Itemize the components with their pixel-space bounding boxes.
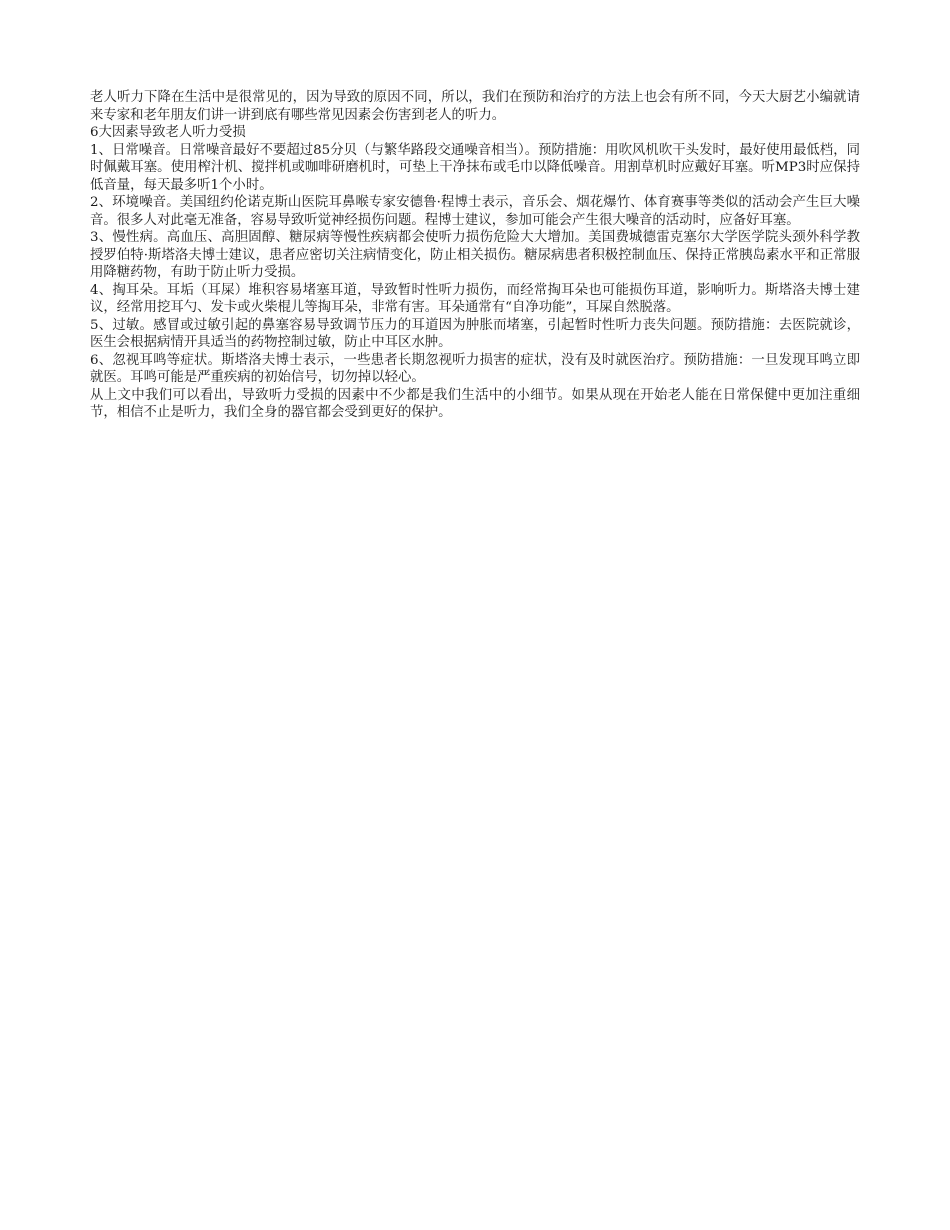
factor-item-5: 5、过敏。感冒或过敏引起的鼻塞容易导致调节压力的耳道因为肿胀而堵塞，引起暂时性听力丧失问题。预防措施：去医院就诊，医生会根据病情开具适当的药物控制过敏，防止中耳区水肿。 xyxy=(90,317,860,350)
conclusion-paragraph: 从上文中我们可以看出，导致听力受损的因素中不少都是我们生活中的小细节。如果从现在开始老人能在日常保健中更加注重细节，相信不止是听力，我们全身的器官都会受到更好的保护。 xyxy=(90,387,860,420)
section-heading: 6大因素导致老人听力受损 xyxy=(90,125,246,140)
document-body xyxy=(90,89,860,422)
factor-item-2: 2、环境噪音。美国纽约伦诺克斯山医院耳鼻喉专家安德鲁·程博士表示，音乐会、烟花爆竹、体育赛事等类似的活动会产生巨大噪音。很多人对此毫无准备，容易导致听觉神经损伤问题。程博士建议，参加可能会产生很大噪音的活动时，应备好耳塞。 xyxy=(90,195,860,228)
factor-item-1: 1、日常噪音。日常噪音最好不要超过85分贝（与繁华路段交通噪音相当）。预防措施：用吹风机吹干头发时，最好使用最低档，同时佩戴耳塞。使用榨汁机、搅拌机或咖啡研磨机时，可垫上干净抹布或毛巾以降低噪音。用割草机时应戴好耳塞。听MP3时应保持低音量，每天最多听1个小时。 xyxy=(90,142,860,193)
factor-item-6: 6、忽视耳鸣等症状。斯塔洛夫博士表示，一些患者长期忽视听力损害的症状，没有及时就医治疗。预防措施：一旦发现耳鸣立即就医。耳鸣可能是严重疾病的初始信号，切勿掉以轻心。 xyxy=(90,352,860,385)
factor-item-4: 4、掏耳朵。耳垢（耳屎）堆积容易堵塞耳道，导致暂时性听力损伤，而经常掏耳朵也可能损伤耳道，影响听力。斯塔洛夫博士建议，经常用挖耳勺、发卡或火柴棍儿等掏耳朵，非常有害。耳朵通常有“自净功能”，耳屎自然脱落。 xyxy=(90,282,860,315)
intro-paragraph: 老人听力下降在生活中是很常见的，因为导致的原因不同，所以，我们在预防和治疗的方法上也会有所不同，今天大厨艺小编就请来专家和老年朋友们讲一讲到底有哪些常见因素会伤害到老人的听力。 xyxy=(90,90,860,123)
factor-item-3: 3、慢性病。高血压、高胆固醇、糖尿病等慢性疾病都会使听力损伤危险大大增加。美国费城德雷克塞尔大学医学院头颈外科学教授罗伯特·斯塔洛夫博士建议，患者应密切关注病情变化，防止相关损伤。糖尿病患者积极控制血压、保持正常胰岛素水平和正常服用降糖药物，有助于防止听力受损。 xyxy=(90,230,860,280)
